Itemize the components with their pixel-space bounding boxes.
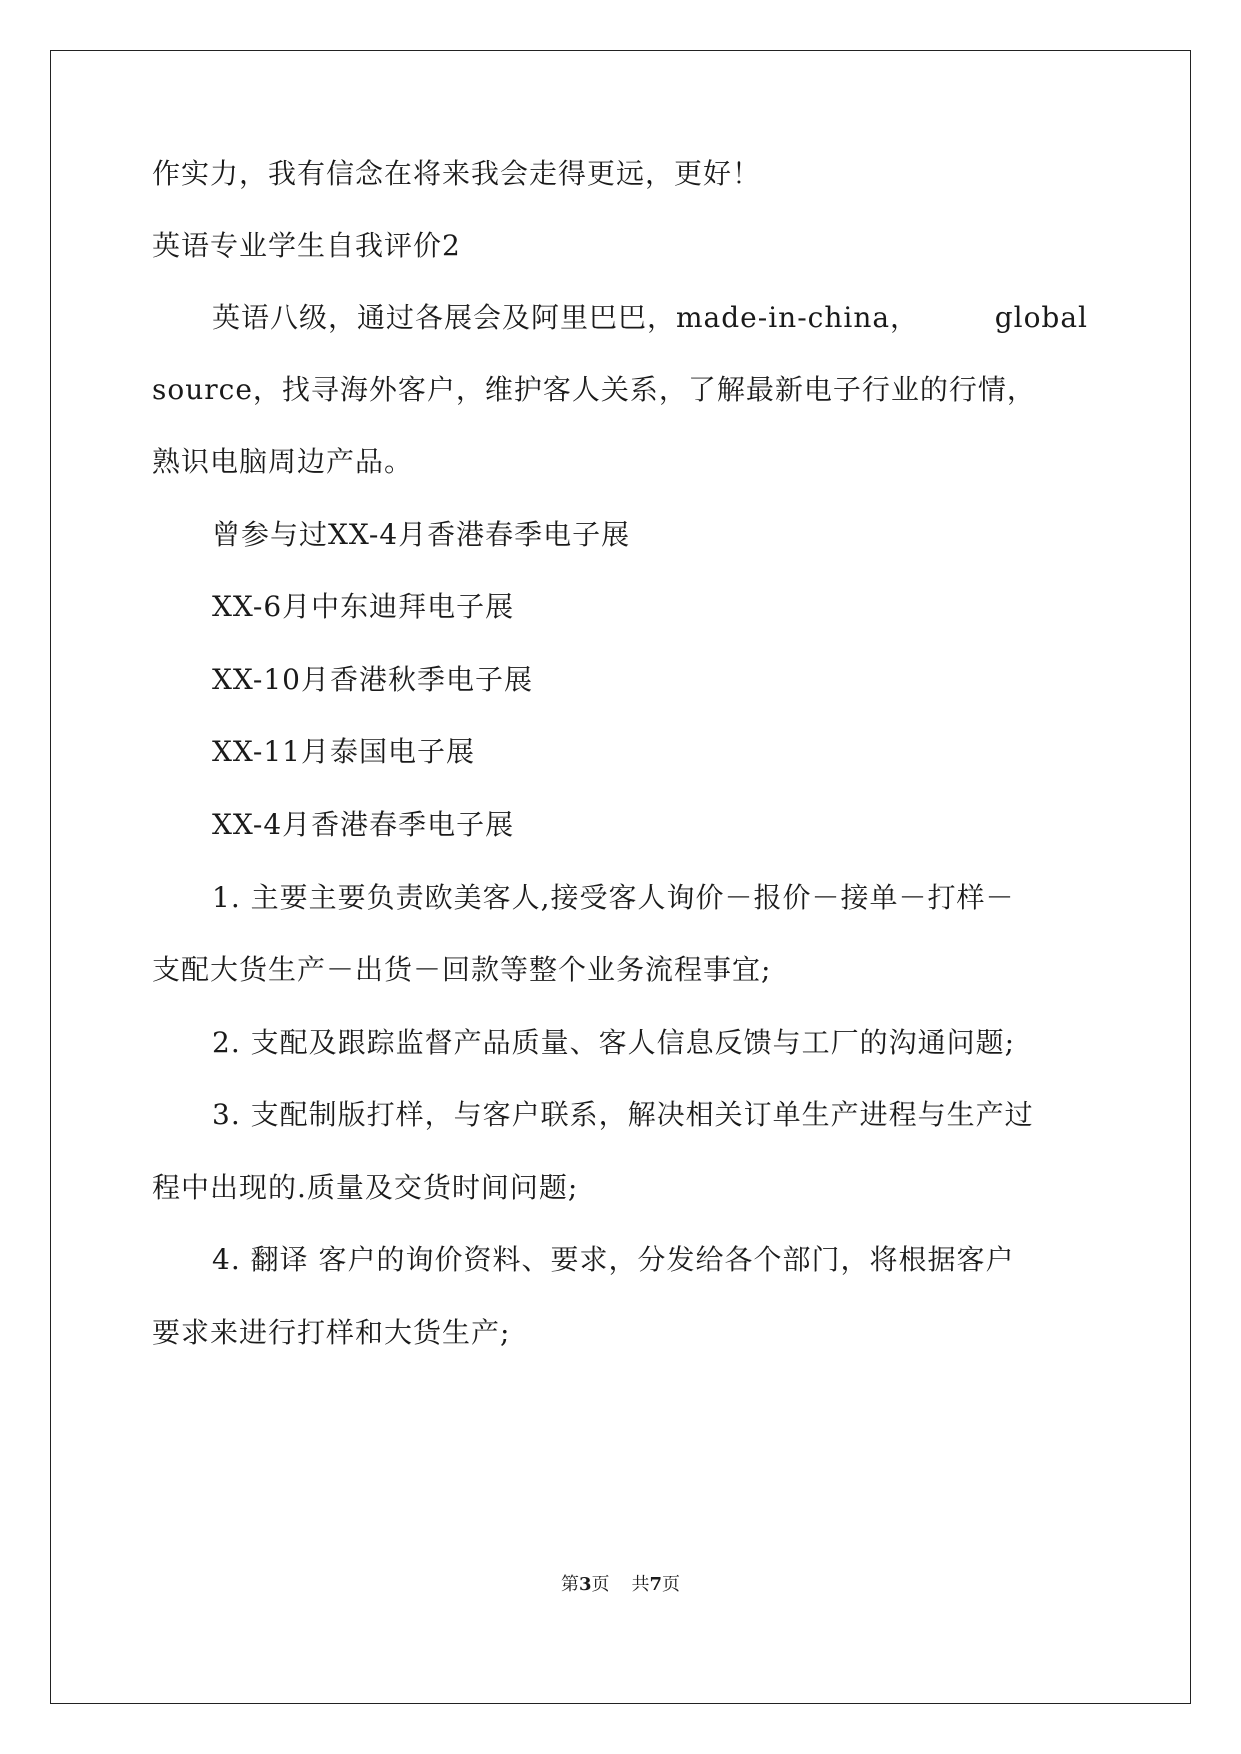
paragraph-line: source，找寻海外客户，维护客人关系，了解最新电子行业的行情， xyxy=(152,373,1036,406)
paragraph-line: 熟识电脑周边产品。 xyxy=(152,445,414,478)
exhibition-item: XX-4月香港春季电子展 xyxy=(212,808,515,841)
list-item-line: 1. 主要主要负责欧美客人,接受客人询价－报价－接单－打样－ xyxy=(212,881,1015,914)
footer-total-pages: 7 xyxy=(649,1574,663,1595)
footer-page-number: 3 xyxy=(578,1574,592,1595)
list-item-line: 4. 翻译 客户的询价资料、要求，分发给各个部门，将根据客户 xyxy=(212,1243,1015,1276)
paragraph-line-part: 英语八级，通过各展会及阿里巴巴，made-in-china， xyxy=(212,301,920,334)
paragraph-line: 作实力，我有信念在将来我会走得更远，更好！ xyxy=(152,157,762,190)
exhibition-item: 曾参与过XX-4月香港春季电子展 xyxy=(212,518,631,551)
section-heading: 英语专业学生自我评价2 xyxy=(152,229,461,262)
list-item-line: 3. 支配制版打样，与客户联系，解决相关订单生产进程与生产过 xyxy=(212,1098,1034,1131)
page-footer xyxy=(0,1573,1241,1597)
list-item-line: 2. 支配及跟踪监督产品质量、客人信息反馈与工厂的沟通问题; xyxy=(212,1026,1016,1059)
footer-page-suffix: 页 xyxy=(591,1574,610,1595)
paragraph-line-part: global xyxy=(994,301,1088,334)
exhibition-item: XX-10月香港秋季电子展 xyxy=(212,663,533,696)
list-item-line: 要求来进行打样和大货生产; xyxy=(152,1316,511,1349)
exhibition-item: XX-6月中东迪拜电子展 xyxy=(212,590,515,623)
exhibition-item: XX-11月泰国电子展 xyxy=(212,735,475,768)
footer-total-prefix: 共 xyxy=(631,1574,650,1595)
footer-page-prefix: 第 xyxy=(560,1574,579,1595)
footer-total-suffix: 页 xyxy=(662,1574,681,1595)
paragraph-line xyxy=(212,298,1088,338)
list-item-line: 支配大货生产－出货－回款等整个业务流程事宜; xyxy=(152,953,772,986)
list-item-line: 程中出现的.质量及交货时间问题; xyxy=(152,1171,579,1204)
